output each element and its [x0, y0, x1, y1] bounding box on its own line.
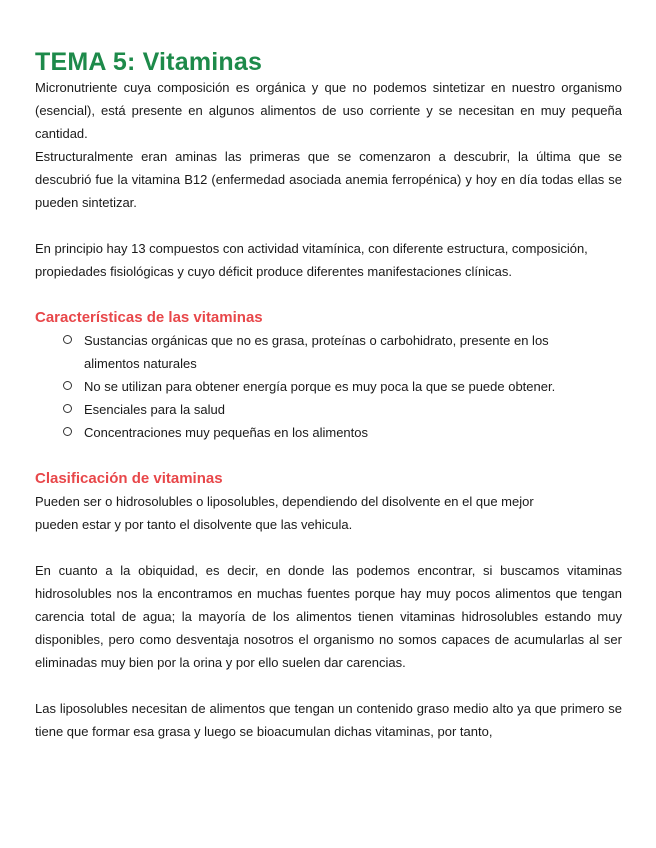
- list-item-text: No se utilizan para obtener energía porque es muy poca la que se puede obtener.: [84, 379, 556, 394]
- list-item-text: Esenciales para la salud: [84, 402, 225, 417]
- spacer: [35, 444, 622, 467]
- intro-paragraph-1: Micronutriente cuya composición es orgánica y que no podemos sintetizar en nuestro organismo (esencial), está presente en algunos alimentos de uso corriente y se necesitan en muy pequeña cantidad.: [35, 80, 622, 141]
- characteristics-list: [35, 329, 622, 444]
- intro-paragraph-3: En principio hay 13 compuestos con actividad vitamínica, con diferente estructura, composición, propiedades fisiológicas y cuyo déficit produce diferentes manifestaciones clínicas.: [35, 241, 588, 279]
- list-item: [63, 421, 622, 444]
- section-heading-clasificacion: Clasificación de vitaminas: [35, 470, 223, 487]
- list-item-text: Sustancias orgánicas que no es grasa, proteínas o carbohidrato, presente en los alimentos naturales: [84, 333, 549, 371]
- spacer: [35, 674, 622, 697]
- spacer: [35, 536, 622, 559]
- list-item: [63, 329, 604, 375]
- list-item: [63, 375, 622, 398]
- hollow-circle-bullet-icon: [63, 335, 72, 344]
- list-item: [63, 398, 622, 421]
- spacer: [35, 283, 622, 306]
- list-item-text: Concentraciones muy pequeñas en los alimentos: [84, 425, 369, 440]
- classification-paragraph-3: Las liposolubles necesitan de alimentos que tengan un contenido graso medio alto ya que primero se tiene que formar esa grasa y luego se bioacumulan dichas vitaminas, por tanto,: [35, 701, 622, 739]
- spacer: [35, 214, 622, 237]
- hollow-circle-bullet-icon: [63, 427, 72, 436]
- hollow-circle-bullet-icon: [63, 404, 72, 413]
- hollow-circle-bullet-icon: [63, 381, 72, 390]
- intro-paragraph-2: Estructuralmente eran aminas las primeras que se comenzaron a descubrir, la última que se descubrió fue la vitamina B12 (enfermedad asociada anemia ferropénica) y hoy en día todas ellas se pueden sintetizar.: [35, 149, 622, 210]
- section-heading-caracteristicas: Características de las vitaminas: [35, 309, 263, 326]
- classification-paragraph-2: En cuanto a la obiquidad, es decir, en donde las podemos encontrar, si buscamos vitaminas hidrosolubles nos la encontramos en muchas fuentes porque hay muy pocos alimentos que tengan carencia total de agua; la mayoría de los alimentos tienen vitaminas hidrosolubles estando muy disponibles, pero como desventaja nosotros el organismo no somos capaces de acumularlas al ser eliminadas muy bien por la orina y por ello suelen dar carencias.: [35, 563, 622, 670]
- classification-paragraph-1: Pueden ser o hidrosolubles o liposolubles, dependiendo del disolvente en el que mejor pueden estar y por tanto el disolvente que las vehicula.: [35, 494, 534, 532]
- page-title: TEMA 5: Vitaminas: [35, 48, 263, 76]
